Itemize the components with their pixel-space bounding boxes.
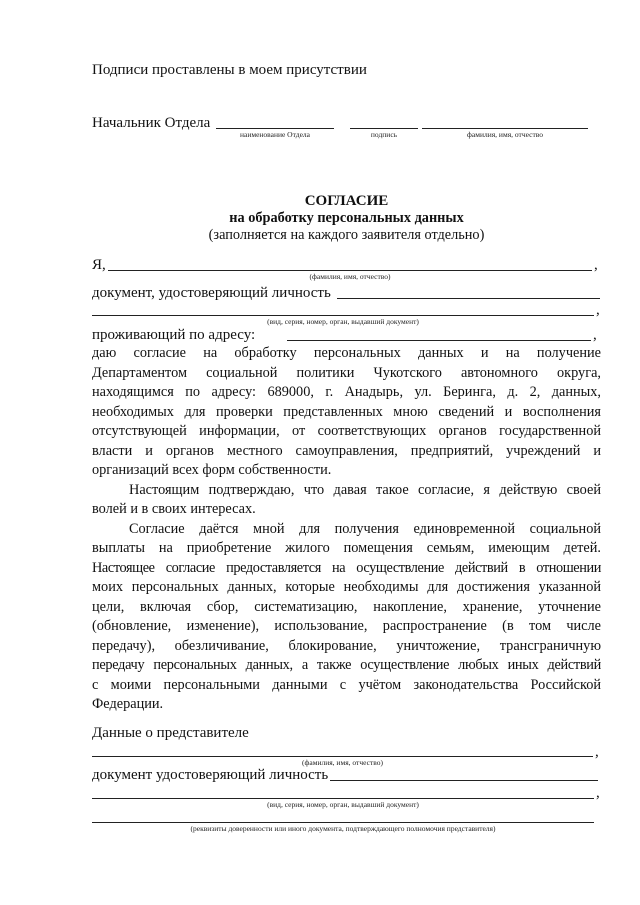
consent-line: организаций всех форм собственности.: [92, 462, 332, 478]
representative-doc-caption: (вид, серия, номер, орган, выдавший документ): [267, 800, 419, 809]
chief-department-caption: наименование Отдела: [239, 130, 310, 139]
applicant-doc-caption: (вид, серия, номер, орган, выдавший документ): [267, 317, 419, 326]
consent-line: находящимся по адресу: 689000, г. Анадырь, ул. Беринга, д. 2, данных,: [92, 384, 601, 400]
document-subtitle: на обработку персональных данных: [229, 210, 464, 226]
confirm-line: Настоящим подтверждаю, что давая такое согласие, я действую своей: [129, 481, 601, 498]
applicant-doc-field-1[interactable]: [337, 298, 600, 299]
representative-proxy-field[interactable]: [92, 822, 594, 823]
purpose-line: (обновление, изменение), использование, распространение (в том числе: [92, 618, 601, 634]
document-title: СОГЛАСИЕ: [304, 193, 389, 209]
representative-proxy-caption: (реквизиты доверенности или иного документа, подтверждающего полномочия представителя): [190, 824, 496, 833]
representative-heading: Данные о представителе: [92, 725, 249, 741]
chief-signature-field[interactable]: [350, 128, 418, 129]
chief-signature-caption: подпись: [370, 130, 398, 139]
consent-line: Департаментом социальной политики Чукотского автономного округа,: [92, 364, 601, 381]
consent-line: отсутствующей информации, от соответствующих органов государственной: [92, 423, 601, 439]
applicant-doc-label: документ, удостоверяющий личность: [92, 285, 331, 301]
applicant-address-comma: ,: [593, 327, 597, 343]
confirm-line: волей и в своих интересах.: [92, 501, 256, 517]
applicant-address-field[interactable]: [287, 340, 591, 341]
applicant-fio-field[interactable]: [108, 270, 592, 271]
purpose-line: выплаты на приобретение жилого помещения семьям, имеющим детей.: [92, 540, 601, 556]
representative-doc-label: документ удостоверяющий личность: [92, 767, 329, 783]
chief-name-field[interactable]: [422, 128, 588, 129]
applicant-doc-field-2[interactable]: [92, 315, 594, 316]
purpose-line: цели, включая сбор, систематизацию, накопление, хранение, уточнение: [92, 598, 601, 615]
chief-label: Начальник Отдела: [92, 115, 211, 131]
representative-doc-comma: ,: [596, 785, 600, 801]
representative-doc-field-1[interactable]: [330, 780, 598, 781]
consent-line: власти и органов местного самоуправления, предприятий, учреждений и: [92, 442, 601, 459]
purpose-line: с моими персональными данными с учётом законодательства Российской: [92, 676, 601, 693]
purpose-line: Федерации.: [92, 696, 164, 712]
consent-line: необходимых для проверки представленных мною сведений и восполнения: [92, 403, 601, 420]
purpose-line: моих персональных данных, которые необходимы для достижения указанной: [92, 579, 601, 595]
applicant-fio-comma: ,: [594, 257, 598, 273]
representative-doc-field-2[interactable]: [92, 798, 594, 799]
applicant-fio-caption: (фамилия, имя, отчество): [309, 272, 391, 281]
representative-fio-caption: (фамилия, имя, отчество): [302, 758, 383, 767]
document-note: (заполняется на каждого заявителя отдельно): [208, 227, 485, 243]
chief-name-caption: фамилия, имя, отчество: [467, 130, 543, 139]
applicant-i-label: Я,: [92, 257, 106, 273]
purpose-line: передачу персональных данных, а также осуществление любых иных действий: [92, 657, 601, 673]
purpose-line: передачу), обезличивание, блокирование, уничтожение, трансграничную: [92, 637, 601, 654]
purpose-line: Настоящее согласие предоставляется на осуществление действий в отношении: [92, 559, 601, 576]
applicant-doc-comma: ,: [596, 302, 600, 318]
signatures-note: Подписи проставлены в моем присутствии: [92, 62, 367, 78]
chief-department-field[interactable]: [216, 128, 334, 129]
representative-fio-comma: ,: [595, 744, 599, 760]
purpose-line: Согласие даётся мной для получения единовременной социальной: [129, 520, 601, 537]
consent-line: даю согласие на обработку персональных данных и на получение: [92, 345, 601, 361]
applicant-address-label: проживающий по адресу:: [92, 327, 256, 343]
representative-fio-field[interactable]: [92, 756, 593, 757]
